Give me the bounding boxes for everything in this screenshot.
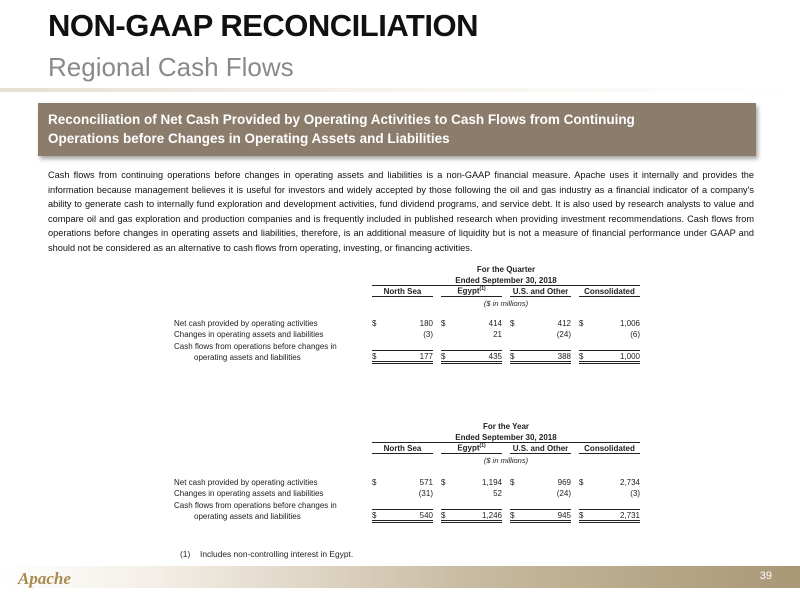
column-header-us-other: U.S. and Other	[510, 285, 571, 297]
table-row-total: operating assets and liabilities $ 177 $ 435 $ 388 $ 1,000	[174, 351, 640, 363]
header-divider	[0, 88, 800, 92]
row-label: Cash flows from operations before changes in	[174, 500, 337, 510]
column-header-consolidated: Consolidated	[579, 285, 640, 297]
apache-logo: Apache	[18, 569, 71, 588]
banner-line-1: Reconciliation of Net Cash Provided by Operating Activities to Cash Flows from Continuing	[48, 112, 635, 127]
row-label: operating assets and liabilities	[194, 353, 301, 362]
page-subtitle: Regional Cash Flows	[48, 52, 294, 82]
description-paragraph: Cash flows from continuing operations before changes in operating assets and liabilities is a non-GAAP financial measure. Apache uses it internally and provides the information because management believes it is useful for investors and widely accepted by those following the oil and gas industry as a financial indicator of a company's ability to generate cash to internally fund exploration and development activities, fund dividend programs, and service debt. It is also used by research analysts to value and compare oil and gas exploration and production companies and is frequently included in published research when providing investment recommendations. Cash flows from operations before changes in operating assets and liabilities, therefore, is an additional measure of liquidity but is not a measure of financial performance under GAAP and should not be considered as an alternative to cash flows from operating, investing, or financing activities.	[48, 170, 754, 253]
quarter-reconciliation-table	[174, 262, 640, 364]
period-heading: For the Quarter	[476, 264, 536, 274]
page-title: NON-GAAP RECONCILIATION	[48, 8, 478, 43]
year-reconciliation-table	[174, 419, 640, 523]
row-label: Changes in operating assets and liabilities	[174, 489, 324, 498]
table-row-total: operating assets and liabilities $ 540 $ 1,246 $ 945 $ 2,731	[174, 510, 640, 522]
table-row: Changes in operating assets and liabilities (31) 52 (24) (3)	[174, 487, 640, 499]
footnote-marker: (1)	[180, 549, 191, 559]
units-label: ($ in millions)	[483, 299, 529, 308]
units-label: ($ in millions)	[483, 456, 529, 465]
table-row: Changes in operating assets and liabilities (3) 21 (24) (6)	[174, 328, 640, 340]
row-label: operating assets and liabilities	[194, 512, 301, 521]
row-label: Cash flows from operations before changes in	[174, 341, 337, 351]
table-row: Net cash provided by operating activities $ 571 $ 1,194 $ 969 $ 2,734	[174, 475, 640, 487]
row-label: Net cash provided by operating activities	[174, 318, 318, 328]
period-subheading: Ended September 30, 2018	[372, 274, 640, 286]
section-banner	[38, 103, 756, 156]
footnote	[180, 549, 353, 559]
column-header-egypt: Egypt$^{(1)}$	[441, 442, 502, 454]
period-heading: For the Year	[482, 421, 530, 431]
column-header-us-other: U.S. and Other	[510, 442, 571, 454]
period-subheading: Ended September 30, 2018	[372, 431, 640, 443]
table-row	[174, 339, 640, 351]
row-label: Changes in operating assets and liabilities	[174, 330, 324, 339]
table-row	[174, 498, 640, 510]
table-row: Net cash provided by operating activities $ 180 $ 414 $ 412 $ 1,006	[174, 316, 640, 328]
page-number: 39	[759, 570, 772, 582]
column-header-north-sea: North Sea	[372, 442, 433, 454]
footer-bar	[0, 566, 800, 588]
banner-line-2: Operations before Changes in Operating Assets and Liabilities	[48, 131, 450, 146]
row-label: Net cash provided by operating activities	[174, 477, 318, 487]
column-header-egypt: Egypt$^{(1)}$	[441, 285, 502, 297]
column-header-consolidated: Consolidated	[579, 442, 640, 454]
footnote-text: Includes non-controlling interest in Egypt.	[200, 549, 354, 559]
column-header-north-sea: North Sea	[372, 285, 433, 297]
